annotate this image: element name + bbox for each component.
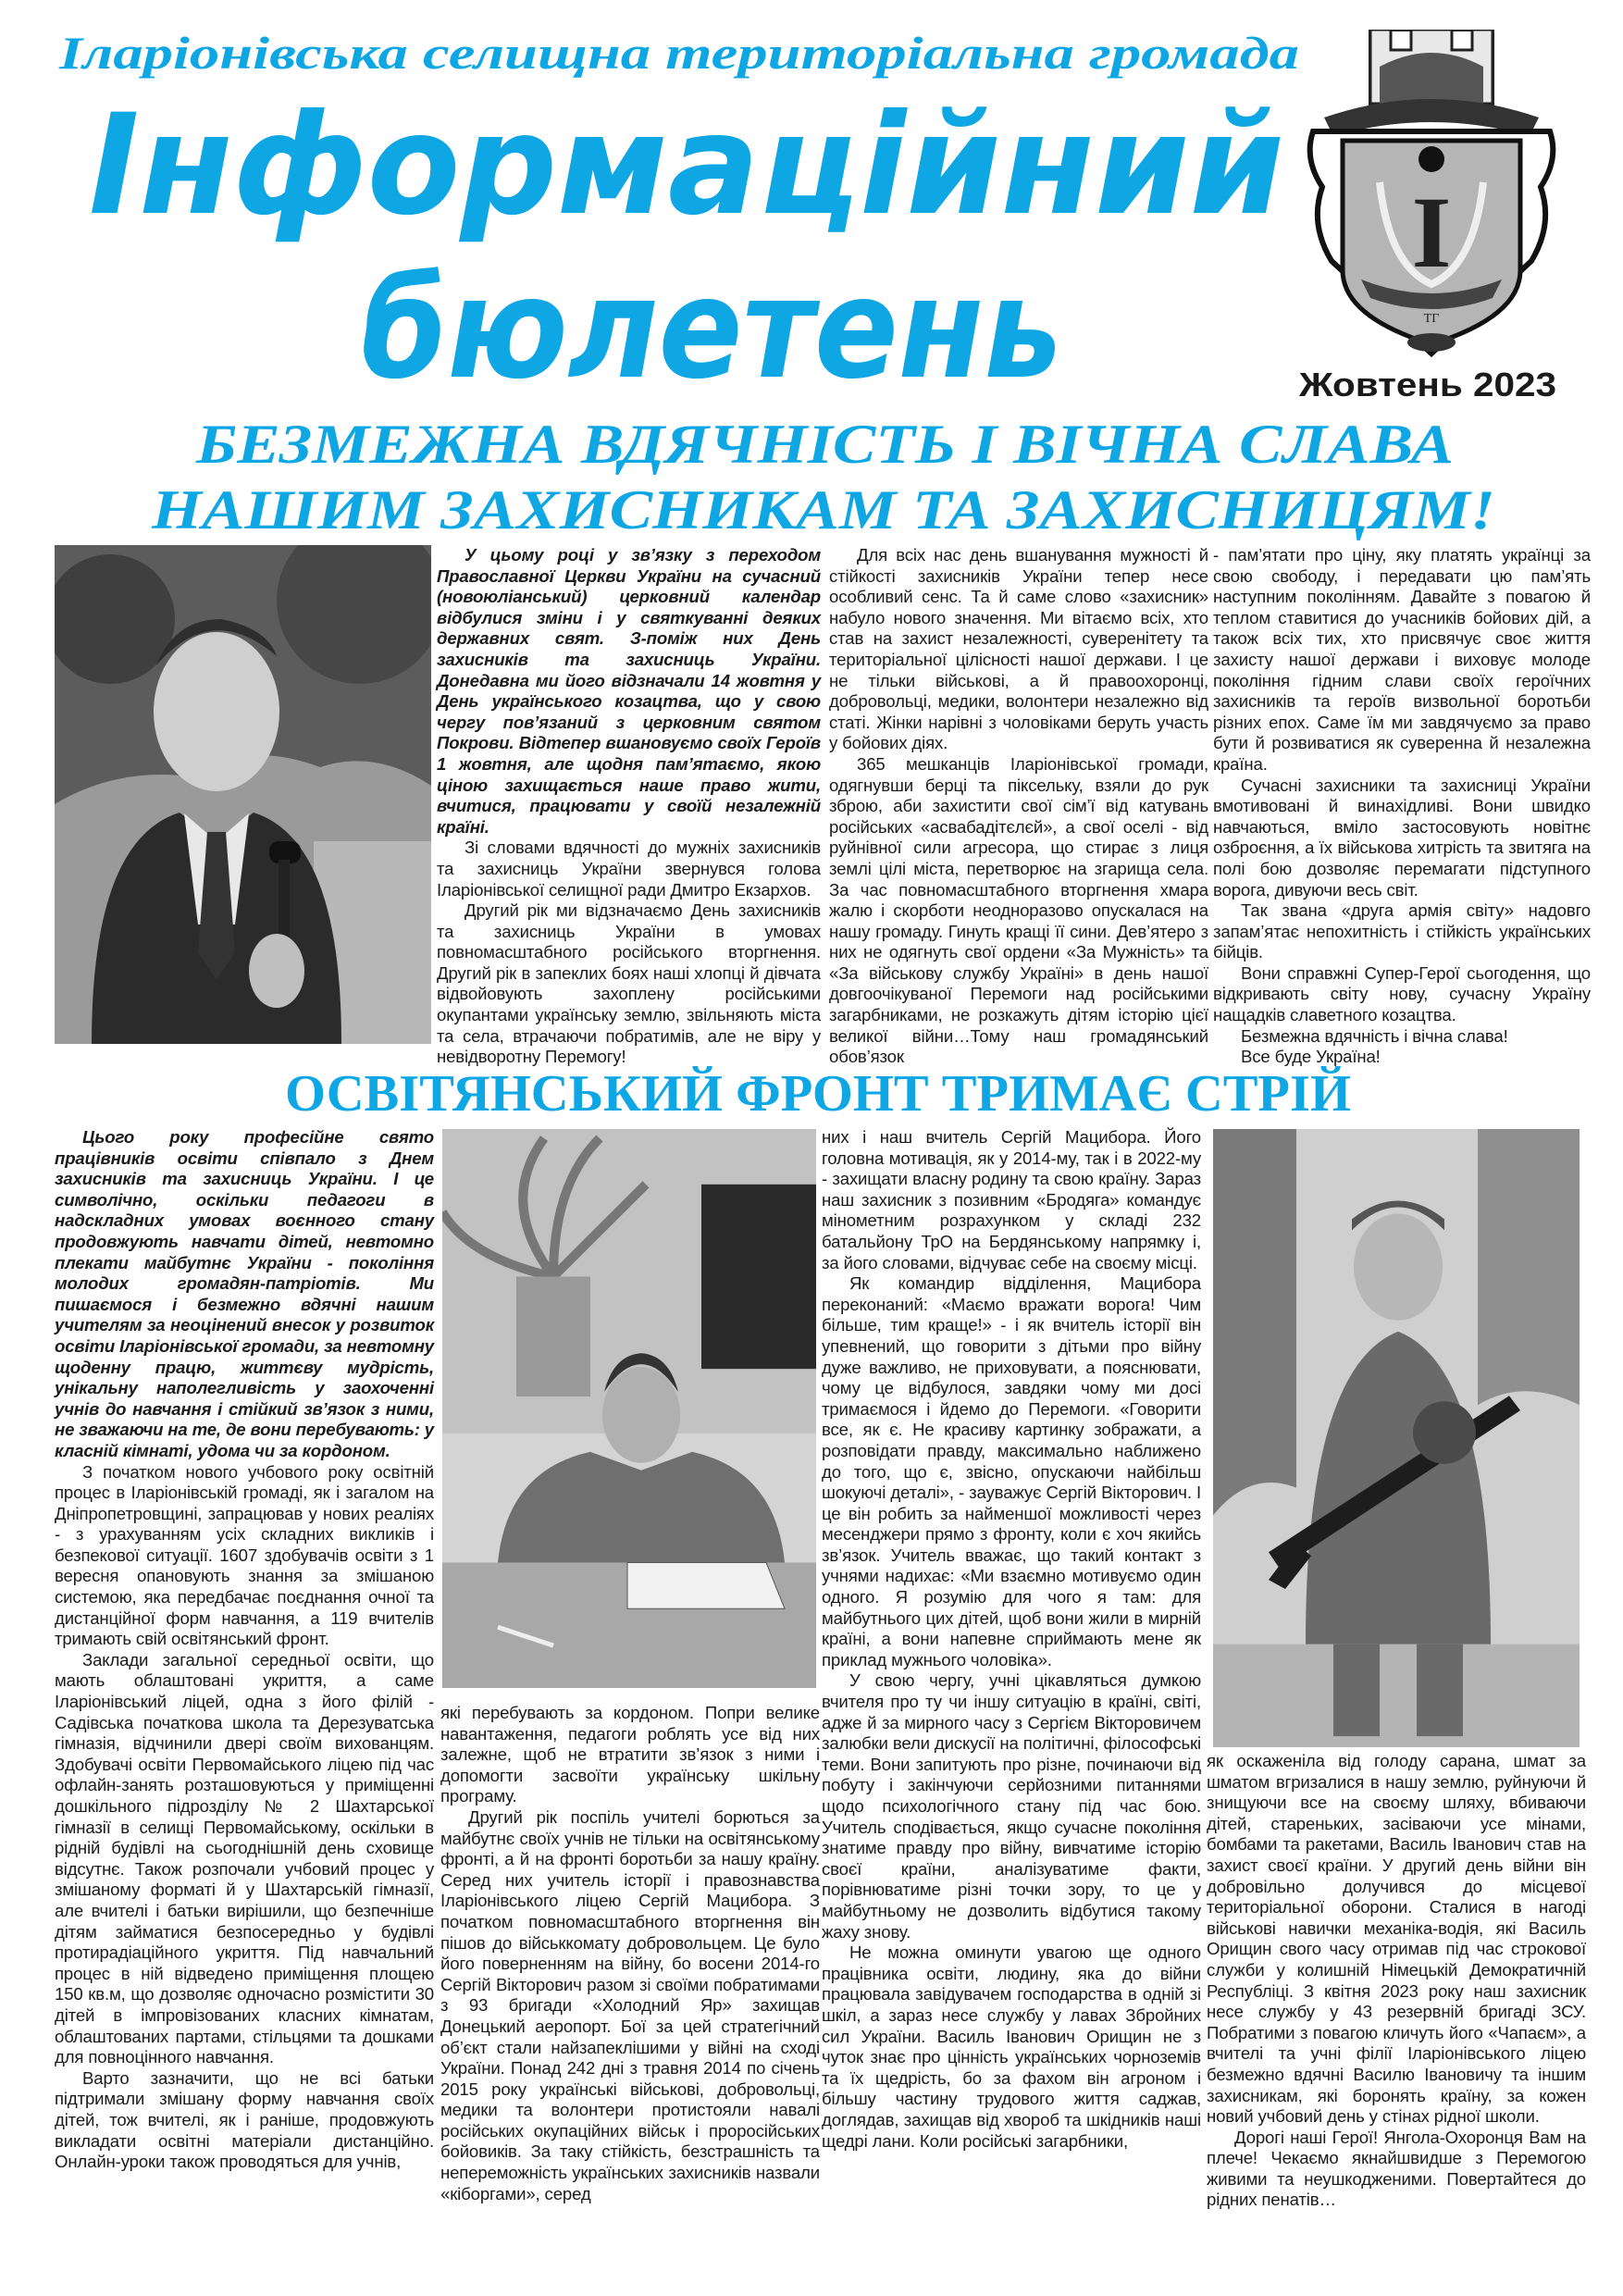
- lead-paragraph: Цього року професійне свято працівників освіти співпало з Днем захисників та захисниць України. І це символічно, оскільки педагоги в надскладних умовах воєнного стану продовжують навчати дітей, невтомно плекати майбутнє України - покоління молодих громадян-патріотів. Ми пишаємося і безмежно вдячні нашим учителям за неоцінений внесок у розвиток освіти Іларіонівської громади, за невтомну щоденну працю, життєву мудрість, унікальну наполегливість у заохоченні учнів до навчання і стійкий зв’язок з ними, не зважаючи на те, де вони перебувають: у класній кімнаті, удома чи за кордоном.: [55, 1127, 434, 1460]
- photo-teacher: [442, 1129, 816, 1688]
- paragraph: Безмежна вдячність і вічна слава!: [1241, 1025, 1508, 1046]
- paragraph: У свою чергу, учні цікавляться думкою вчителя про ту чи іншу ситуацію в країні, світі, адже й за мирного часу з Сергієм Вікторовичем залюбки вели дискусії на політичні, філософські теми. Вони запитують про різне, починаючи від побуту і закінчуючи серйозними питаннями щодо психологічного стану під час бою. Учитель сподівається, якщо сучасне покоління знатиме правду про війну, вивчатиме історію своєї країни, аналізуватиме факти, порівнюватиме різні точки зору, то це у майбутньому не дозволить відбутися такому жаху знову.: [822, 1670, 1201, 1942]
- article1-column-2: [829, 545, 1208, 1068]
- paragraph: Другий рік ми відзначаємо День захисників та захисниць України в умовах повномасштабного російського вторгнення. Другий рік в запеклих боях наші хлопці й дівчата відвойовують захоплену російськими окупантами українську землю, звільняють міста та села, втрачаючи побратимів, але не віру у невідворотну Перемогу!: [437, 900, 821, 1067]
- photo-speaker: [55, 545, 431, 1044]
- lead-paragraph: У цьому році у зв’язку з переходом Православної Церкви України на сучасний (новоюліанський) церковний календар відбулися зміни і у святкуванні деяких державних свят. З-поміж них День захисників та захисниць України. Донедавна ми його відзначали 14 жовтня у День українського козацтва, що у свою чергу пов’язаний з церковним святом Покрови. Відтепер вшановуємо своїх Героїв 1 жовтня, але щодня пам’ятаємо, якою ціною захищається наше право жити, вчитися, працювати у своїй незалежній країні.: [437, 545, 821, 837]
- paragraph: них і наш вчитель Сергій Мацибора. Його головна мотивація, як у 2014-му, так і в 2022-му - захищати власну родину та свою країну. Зараз наш захисник з позивним «Бродяга» командує мінометним розрахунком у складі 232 батальйону ТрО на Бердянському напрямку і, за його словами, відчуває себе на своєму місці.: [822, 1127, 1201, 1272]
- paragraph: Заклади загальної середньої освіти, що мають облаштовані укриття, а саме Іларіонівський ліцей, одна з його філій - Садівська початкова школа та Дерезуватська гімназія, відчинили двері своїм вихованцям. Здобувачі освіти Первомайського ліцею під час офлайн-занять розташовуються у приміщенні дошкільного підрозділу № 2 Шахтарської гімназії в селищі Первомайському, оскільки в рідній будівлі на сьогоднішній день сховище відсутнє. Також розпочали учбовий процес у змішаному форматі й у Шахтарській гімназії, але вчителі і батьки вирішили, що безпечніше дітям займатися безпосередньо у будівлі протирадіаційного укриття. Під навчальний процес в ній відведено приміщення площею 150 кв.м, що дозволяє одночасно розмістити 30 дітей в імпровізованих класних кімнатам, облаштованих партами, стільцями та дошками для повноцінного навчання.: [55, 1649, 434, 2067]
- paragraph: Вони справжні Супер-Герої сьогодення, що відкривають світу нову, сучасну Україну нащадків славетного козацтва.: [1213, 962, 1591, 1025]
- paragraph: 365 мешканців Іларіонівської громади, одягнувши берці та піксельку, взяли до рук зброю, аби захистити свої сім’ї від катувань російських «асвабадітєлєй», а свої оселі - від руйнівної сили агресора, що стирає з лиця землі цілі міста, перетворює на згарища села. За час повномасштабного вторгнення хмара жалю і скорботи неодноразово опускалася на нашу громаду. Гинуть кращі її сини. Дев’ятеро з них не одягнуть свої ордени «За Мужність» та «За військову службу Україні» в день нашої довгоочікуваної Перемоги над російськими загарбниками, не розкажуть дітям історію цієї великої війни…Тому наш громадянський обов’язок: [829, 753, 1208, 1067]
- coat-of-arms-letter: І: [1411, 176, 1452, 289]
- paragraph: Варто зазначити, що не всі батьки підтримали змішану форму навчання своїх дітей, тож вчителі, як і раніше, продовжують викладати освітні матеріали дистанційно. Онлайн-уроки також проводяться для учнів,: [55, 2067, 434, 2172]
- paragraph: Так звана «друга армія світу» надовго запам’ятає непохитність і стійкість українських бійців.: [1213, 900, 1591, 962]
- title-line-2: бюлетень: [361, 249, 1062, 410]
- photo-soldier: [1213, 1129, 1580, 1747]
- article2-column-3: [822, 1127, 1201, 2152]
- paragraph: які перебувають за кордоном. Попри велике навантаження, педагоги роблять усе від них залежне, щоб не втратити зв’язок з ними і допомогти засвоїти українську шкільну програму.: [440, 1703, 820, 1806]
- community-name: Іларіонівська селищна територіальна громада: [57, 27, 1300, 79]
- article2-headline-text: ОСВІТЯНСЬКИЙ ФРОНТ ТРИМАЄ СТРІЙ: [285, 1065, 1351, 1123]
- paragraph: Дорогі наші Герої! Янгола-Охоронця Вам на плече! Чекаємо якнайшвидше з Перемогою живими та неушкодженими. Повертайтеся до рідних пенатів…: [1207, 2127, 1586, 2210]
- paragraph: Все буде Україна!: [1241, 1047, 1381, 1067]
- article2-column-2: [440, 1703, 820, 2204]
- paragraph: - пам’ятати про ціну, яку платять українці за свою свободу, і передавати цю пам’ять наступним поколінням. Давайте з повагою й теплом ставитися до учасників бойових дій, а також всіх тих, хто присвячує своє життя захисту нашої держави і виховує молоде покоління гідним слави своїх героїчних захисників та героїв визвольної боротьби різних епох. Саме їм ми завдячуємо за право бути й розвиватися як суверенна й незалежна країна.: [1213, 545, 1591, 774]
- article1-column-3: [1213, 545, 1591, 1068]
- paragraph: З початком нового учбового року освітній процес в Іларіонівській громаді, як і загалом на Дніпропетровщині, запрацював у нових реаліях - з урахуванням усіх складних викликів і безпекової ситуації. 1607 здобувачів освіти з 1 вересня опановують знання за змішаною системою, яка передбачає поєднання очної та дистанційної форм навчання, а 119 вчителів тримають свій освітянський фронт.: [55, 1461, 434, 1649]
- article2-column-1: [55, 1127, 434, 2173]
- coat-of-arms-caption: ТГ: [1423, 312, 1440, 326]
- article1-headline: [0, 413, 1623, 542]
- paragraph: Другий рік поспіль учителі борються за майбутнє своїх учнів не тільки на освітянському фронті, а й на фронті боротьби за нашу країну. Серед них учитель історії і правознавства Іларіонівського ліцею Сергій Мацибора. З початком повномасштабного вторгнення він пішов до військкомату добровольцем. Це було його поверненням на війну, бо восени 2014-го Сергій Вікторович разом зі своїми побратимами з 93 бригади «Холодний Яр» захищав Донецький аеропорт. Бої за цей стратегічний об’єкт стали найзапеклішими у війні на сході України. Понад 242 дні з травня 2014 по січень 2015 року українські військові, добровольці, медики та волонтери протистояли навалі російських окупаційних військ і проросійських бойовиків. За таку стійкість, безстрашність та непереможність українських захисників назвали «кіборгами», серед: [440, 1806, 820, 2203]
- paragraph: Для всіх нас день вшанування мужності й стійкості захисників України тепер несе особливий сенс. Та й саме слово «захисник» набуло нового значення. Ми вітаємо всіх, хто став на захист незалежності, суверенітету та територіальної цілісності нашої держави. І це не тільки військові, а й правоохоронці, добровольці, медики, волонтери незалежно від статі. Жінки нарівні з чоловіками беруть участь у бойових діях.: [829, 545, 1208, 753]
- article2-column-4: [1207, 1751, 1586, 2211]
- paragraph: Не можна оминути увагою ще одного працівника освіти, людину, яка до війни працювала завідувачем господарства в одній зі шкіл, а зараз несе службу у лавах Збройних сил України. Василь Іванович Орищин не з чуток знає про цінність українських чорноземів та їх щедрість, бо за фахом він агроном і більшу частину трудового життя саджав, доглядав, захищав від хвороб та шкідників наші щедрі лани. Коли російські загарбники,: [822, 1942, 1201, 2151]
- article2-headline: [0, 1055, 1623, 1125]
- paragraph: Зі словами вдячності до мужніх захисників та захисниць України звернувся голова Іларіонівської селищної ради Дмитро Екзархов.: [437, 838, 821, 900]
- issue-date: Жовтень 2023: [1297, 366, 1556, 403]
- headline-line-1: БЕЗМЕЖНА ВДЯЧНІСТЬ І ВІЧНА СЛАВА: [194, 414, 1455, 475]
- title-line-1: Інформаційний: [89, 85, 1284, 246]
- coat-of-arms-icon: [1306, 30, 1557, 358]
- paragraph: Сучасні захисники та захисниці України вмотивовані й винахідливі. Вони швидко навчаються, вміло застосовують новітнє озброєння, а їх військова хитрість та звитяга на полі бою дозволяє перемагати підступного ворога, дивуючи весь світ.: [1213, 775, 1591, 900]
- paragraph: Як командир відділення, Мацибора переконаний: «Маємо вражати ворога! Чим більше, тим краще!» - і як вчитель історії він упевнений, що говорити з дітьми про війну дуже важливо, не приховувати, а пояснювати, чому це відбулося, завдяки чому ми досі тримаємося і йдемо до Перемоги. «Говорити все, як є. Не красиву картинку зображати, а розповідати правду, максимально наближено до того, що є, звісно, опускаючи найбільш шокуючі деталі», - зауважує Сергій Вікторович. І це він робить за найменшої можливості через месенджери прямо з фронту, коли є хоч якийсь зв’язок. Учитель вважає, що такий контакт з учнями надихає: «Ми взаємно мотивуємо один одного. Я розумію для чого я там: для майбутнього цих дітей, щоб вони жили в мирній країні, а вони напевне сприймають мене як приклад мужнього чоловіка».: [822, 1273, 1201, 1669]
- article1-column-1: [437, 545, 821, 1068]
- headline-line-2: НАШИМ ЗАХИСНИКАМ ТА ЗАХИСНИЦЯМ!: [150, 479, 1496, 540]
- paragraph: як оскаженіла від голоду сарана, шмат за шматом вгризалися в нашу землю, руйнуючи й знищуючи все на своєму шляху, вбиваючи дітей, стареньких, засіваючи усе мінами, бомбами та ракетами, Василь Іванович став на захист своєї країни. У другий день війни він добровільно долучився до місцевої територіальної оборони. Сталися в нагоді військові навички механіка-водія, які Василь Орищин свого часу отримав під час строкової служби у колишній Німецькій Демократичній Республіці. З квітня 2023 року наш захисник несе службу у 43 резервній бригаді ЗСУ. Побратими з повагою кличуть його «Чапаєм», а вчителі та учні філії Іларіонівського ліцею безмежно вдячні Василю Івановичу та іншим захисникам, які боронять країну, за кожен новий учбовий день у стінах рідної школи.: [1207, 1751, 1586, 2127]
